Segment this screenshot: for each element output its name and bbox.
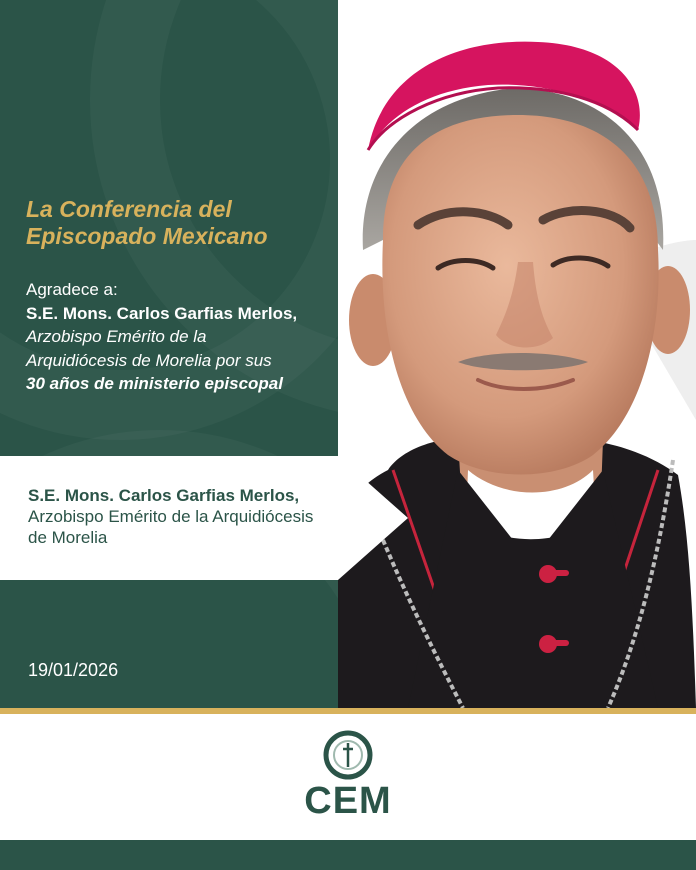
caption-title-line-1: Arzobispo Emérito de la Arquidiócesis [28,507,314,526]
honoree-role-line-1: Arzobispo Emérito de la [26,327,207,346]
thanks-block [26,278,331,396]
honoree-name: S.E. Mons. Carlos Garfias Merlos, [26,303,298,323]
caption-text [28,485,373,548]
logo-area [0,714,696,840]
caption-title-line-2: de Morelia [28,528,108,547]
archbishop-portrait [338,0,696,708]
footer-bar [0,840,696,870]
heading-line-2: Episcopado Mexicano [26,223,268,249]
honoree-role-line-2: Arquidiócesis de Morelia por sus [26,350,272,370]
conference-heading [26,196,326,250]
heading-line-1: La Conferencia del [26,196,232,222]
ministry-years: 30 años de ministerio episcopal [26,374,283,393]
cem-emblem-icon [322,729,374,781]
caption-banner [0,456,420,580]
caption-name: S.E. Mons. Carlos Garfias Merlos, [28,486,300,505]
thanks-intro: Agradece a: [26,280,118,299]
publication-date: 19/01/2026 [28,660,119,680]
cem-logo-text: CEM [304,780,392,822]
